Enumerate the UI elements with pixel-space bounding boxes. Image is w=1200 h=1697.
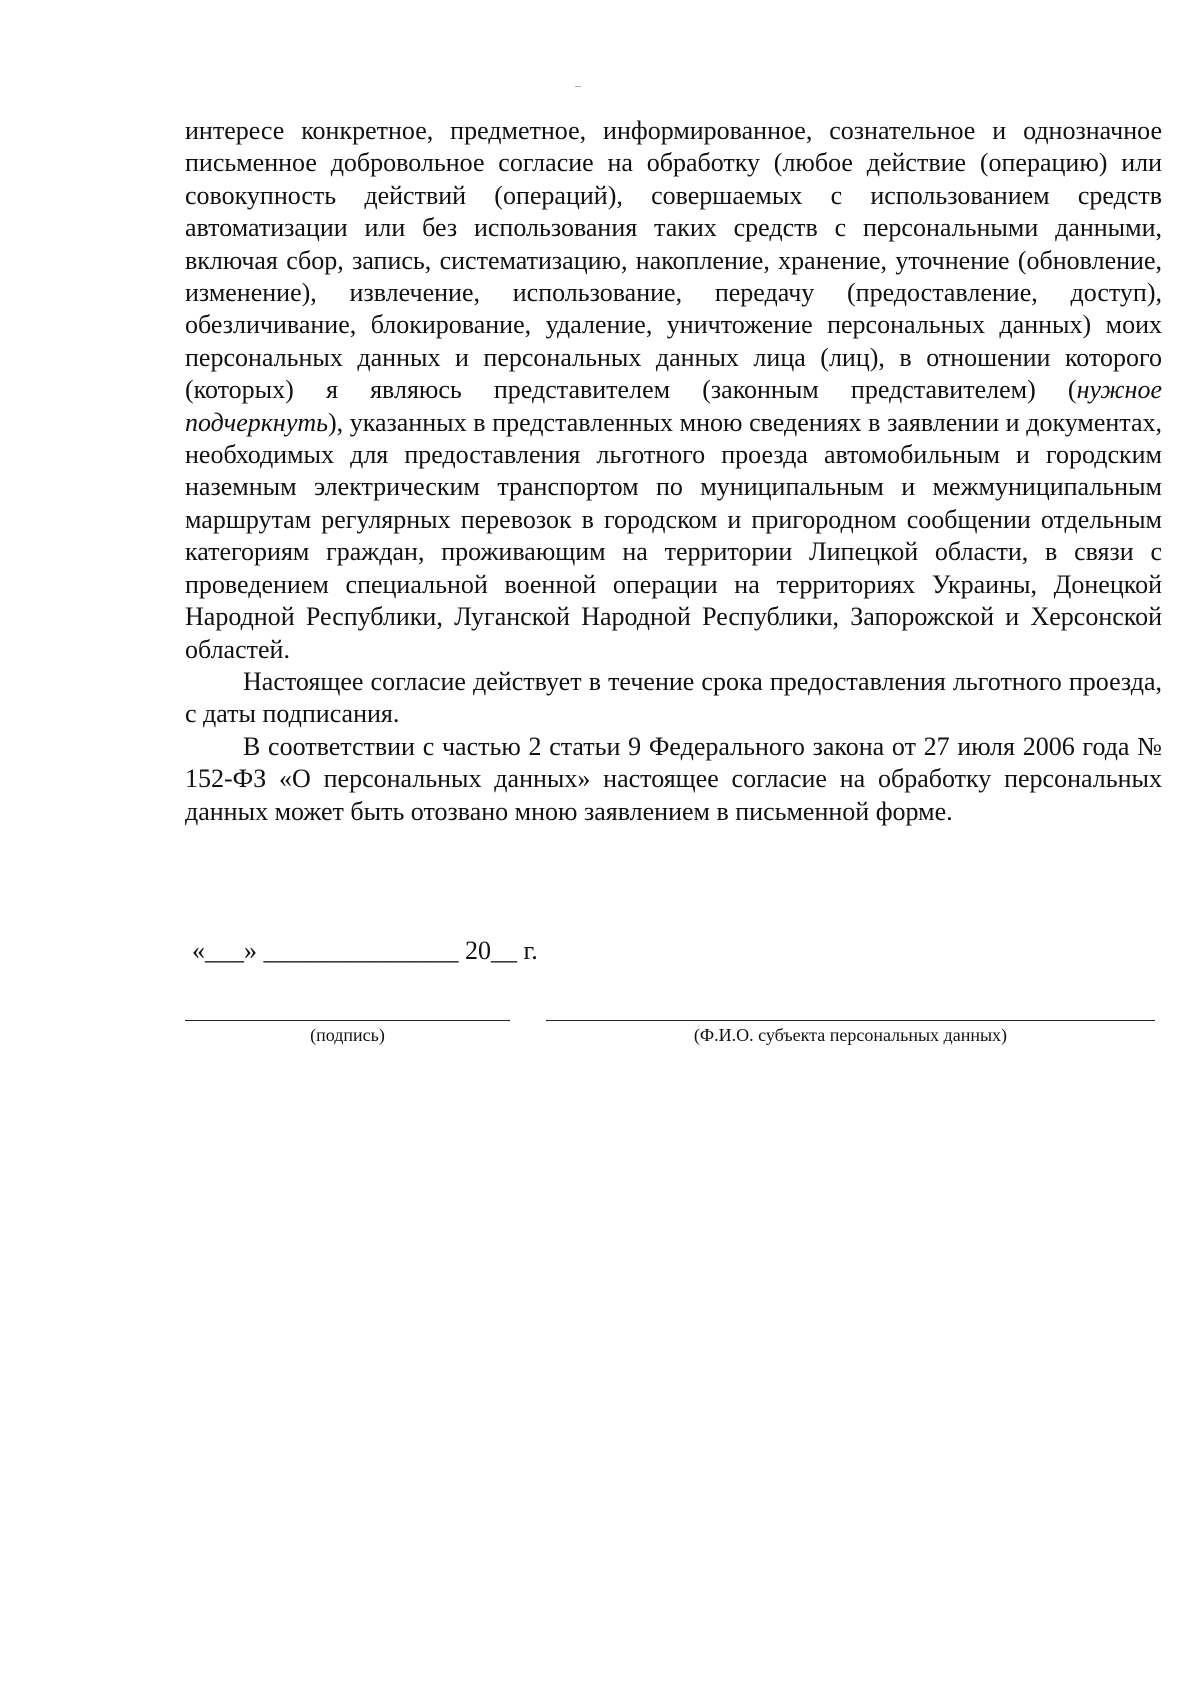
signature-caption: (подпись) [310, 1025, 385, 1045]
full-name-caption: (Ф.И.О. субъекта персональных данных) [693, 1025, 1008, 1045]
consent-paragraph-3: В соответствии с частью 2 статьи 9 Федерального закона от 27 июля 2006 года № 152-ФЗ «О персональных данных» настоящее согласие на обработку персональных данных может быть отозвано мною заявлением в письменной форме. [185, 731, 1162, 826]
underline-instruction: нужное подчеркнуть [185, 375, 1162, 437]
scan-mark [575, 86, 581, 87]
paragraph-1-text-end: ), указанных в представленных мною сведениях в заявлении и документах, необходимых для предоставления льготного проезда автомобильным и городским наземным электрическим транспортом по муниципальным и межмуниципальным маршрутам регулярных перевозок в городском и пригородном сообщении отдельным категориям граждан, проживающим на территории Липецкой области, в связи с проведением специальной военной операции на территориях Украины, Донецкой Народной Республики, Луганской Народной Республики, Запорожской и Херсонской областей. [185, 407, 1162, 664]
full-name-line [546, 1020, 1155, 1021]
paragraph-1-text-start: интересе конкретное, предметное, информированное, сознательное и однозначное письменное добровольное согласие на обработку (любое действие (операцию) или совокупность действий (операций), совершаемых с использованием средств автоматизации или без использования таких средств с персональными данными, включая сбор, запись, систематизацию, накопление, хранение, уточнение (обновление, изменение), извлечение, использование, передачу (предоставление, доступ), обезличивание, блокирование, удаление, уничтожение персональных данных) моих персональных данных и персональных данных лица (лиц), в отношении которого (которых) я являюсь представителем (законным представителем) ( [185, 116, 1162, 405]
signature-line [185, 1020, 510, 1021]
consent-paragraph-1 [185, 115, 1162, 666]
consent-body [185, 115, 1162, 828]
date-line: «___» _______________ 20__ г. [192, 936, 538, 965]
consent-paragraph-2: Настоящее согласие действует в течение срока предоставления льготного проезда, с даты подписания. [185, 666, 1162, 729]
